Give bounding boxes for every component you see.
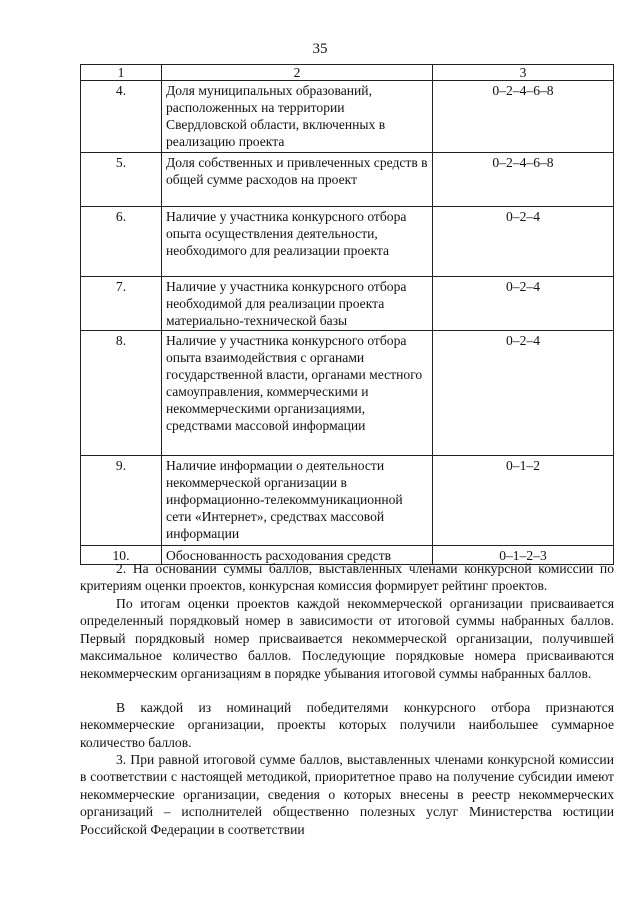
table-row [81,277,614,331]
row-number: 8. [81,331,162,456]
row-criterion: Доля муниципальных образований, расположенных на территории Свердловской области, включенных в реализацию проекта [162,81,433,153]
row-criterion: Наличие у участника конкурсного отбора опыта осуществления деятельности, необходимого для реализации проекта [162,207,433,277]
table-row [81,207,614,277]
row-scores: 0–2–4 [433,331,614,456]
row-scores: 0–2–4 [433,207,614,277]
row-scores: 0–2–4–6–8 [433,81,614,153]
paragraph-rating: 2. На основании суммы баллов, выставленных членами конкурсной комиссии по критериям оценки проектов, конкурсная комиссия формирует рейтинг проектов. [80,561,614,594]
paragraph-winners: В каждой из номинаций победителями конкурсного отбора признаются некоммерческие организации, проекты которых получили наибольшее суммарное количество баллов. [80,700,614,750]
row-criterion: Наличие у участника конкурсного отбора опыта взаимодействия с органами государственной власти, органами местного самоуправления, коммерческими и некоммерческими организациями, средствами массовой информации [162,331,433,456]
page-number: 35 [312,41,328,57]
row-number: 6. [81,207,162,277]
paragraph-priority: 3. При равной итоговой сумме баллов, выставленных членами конкурсной комиссии в соответствии с настоящей методикой, приоритетное право на получение субсидии имеют некоммерческие организации, сведения о которых внесены в реестр некоммерческих организаций – исполнителей общественно полезных услуг Министерства юстиции Российской Федерации в соответствии [80,752,614,837]
paragraph-numbering: По итогам оценки проектов каждой некоммерческой организации присваивается определенный порядковый номер в зависимости от итоговой суммы набранных баллов. Первый порядковый номер присваивается некоммерческой организации, получившей максимальное количество баллов. Последующие порядковые номера присваиваются некоммерческим организациям в порядке убывания итоговой суммы набранных баллов. [80,596,614,681]
row-criterion: Доля собственных и привлеченных средств в общей сумме расходов на проект [162,153,433,207]
table-row [81,456,614,546]
row-criterion: Наличие информации о деятельности некоммерческой организации в информационно-телекоммуникационной сети «Интернет», средствах массовой информации [162,456,433,546]
header-cell-1: 1 [81,65,162,81]
criteria-table [80,64,614,565]
row-criterion: Обоснованность расходования средств [162,546,433,565]
table-row [81,81,614,153]
row-number: 10. [81,546,162,565]
row-number: 9. [81,456,162,546]
row-number: 4. [81,81,162,153]
table-row [81,153,614,207]
row-scores: 0–1–2–3 [433,546,614,565]
row-number: 7. [81,277,162,331]
table-header-row [81,65,614,81]
header-cell-3: 3 [433,65,614,81]
header-cell-2: 2 [162,65,433,81]
row-scores: 0–2–4–6–8 [433,153,614,207]
row-scores: 0–1–2 [433,456,614,546]
table-row [81,331,614,456]
row-criterion: Наличие у участника конкурсного отбора необходимой для реализации проекта материально-технической базы [162,277,433,331]
row-scores: 0–2–4 [433,277,614,331]
row-number: 5. [81,153,162,207]
